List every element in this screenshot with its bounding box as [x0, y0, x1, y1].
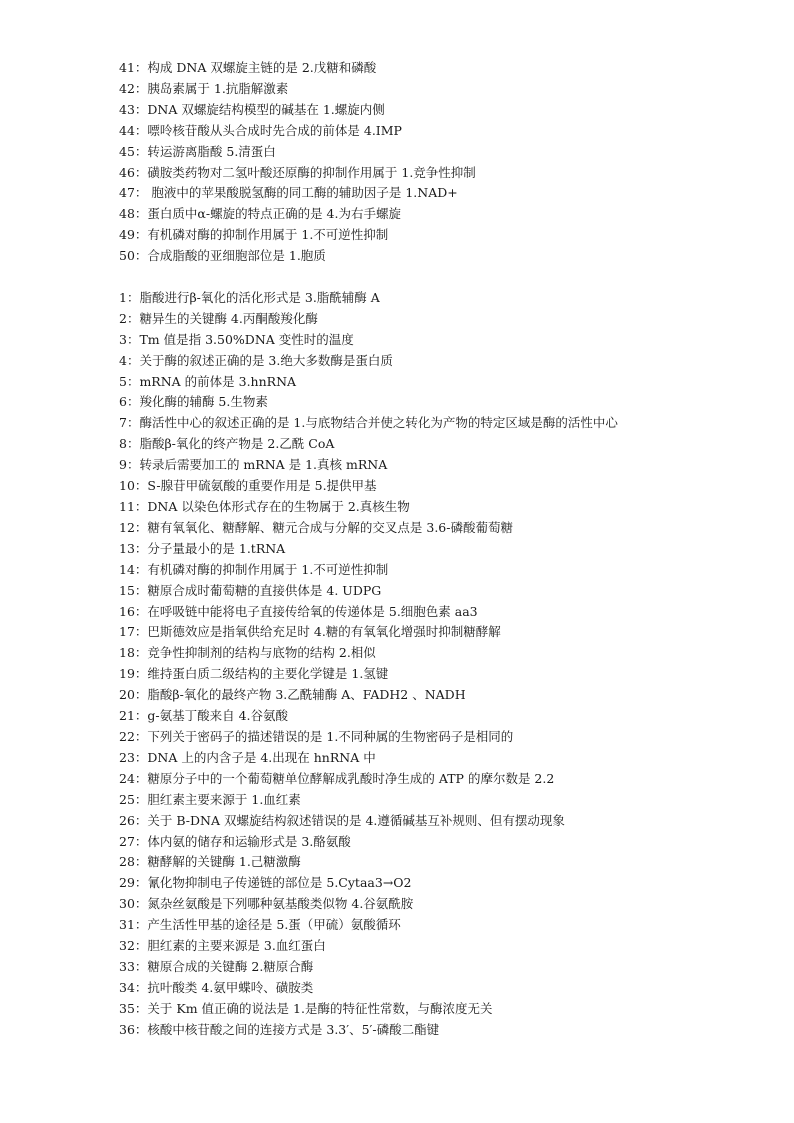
- question-line: 33：糖原合成的关键酶 2.糖原合酶: [119, 958, 314, 974]
- question-line: 18：竞争性抑制剂的结构与底物的结构 2.相似: [119, 645, 376, 661]
- question-line: 50：合成脂酸的亚细胞部位是 1.胞质: [119, 248, 326, 264]
- question-line: 27：体内氨的储存和运输形式是 3.酪氨酸: [119, 833, 351, 849]
- question-line: 43：DNA 双螺旋结构模型的碱基在 1.螺旋内侧: [119, 101, 385, 117]
- question-line: 3：Tm 值是指 3.50%DNA 变性时的温度: [119, 331, 354, 347]
- question-line: 45：转运游离脂酸 5.清蛋白: [119, 143, 276, 159]
- question-line: 7：酶活性中心的叙述正确的是 1.与底物结合并使之转化为产物的特定区域是酶的活性中心: [119, 415, 618, 431]
- question-line: 42：胰岛素属于 1.抗脂解激素: [119, 80, 289, 96]
- question-line: 31：产生活性甲基的途径是 5.蛋（甲硫）氨酸循环: [119, 917, 401, 933]
- question-line: 11：DNA 以染色体形式存在的生物属于 2.真核生物: [119, 499, 410, 515]
- question-line: 12：糖有氧氧化、糖酵解、糖元合成与分解的交叉点是 3.6-磷酸葡萄糖: [119, 519, 513, 535]
- question-line: 8：脂酸β-氧化的终产物是 2.乙酰 CoA: [119, 436, 335, 452]
- question-line: 36：核酸中核苷酸之间的连接方式是 3.3′、5′-磷酸二酯键: [119, 1021, 440, 1037]
- question-line: 48：蛋白质中α-螺旋的特点正确的是 4.为右手螺旋: [119, 206, 401, 222]
- question-line: 5：mRNA 的前体是 3.hnRNA: [119, 373, 297, 389]
- question-line: 35：关于 Km 值正确的说法是 1.是酶的特征性常数，与酶浓度无关: [119, 1000, 493, 1016]
- question-line: 9：转录后需要加工的 mRNA 是 1.真核 mRNA: [119, 457, 388, 473]
- question-line: 14：有机磷对酶的抑制作用属于 1.不可逆性抑制: [119, 561, 389, 577]
- question-line: 44：嘌呤核苷酸从头合成时先合成的前体是 4.IMP: [119, 122, 402, 138]
- question-line: 1：脂酸进行β-氧化的活化形式是 3.脂酰辅酶 A: [119, 289, 380, 305]
- question-line: 23：DNA 上的内含子是 4.出现在 hnRNA 中: [119, 749, 376, 765]
- question-list-part-a: [119, 58, 679, 267]
- question-line: 47： 胞液中的苹果酸脱氢酶的同工酶的辅助因子是 1.NAD+: [119, 185, 458, 201]
- question-line: 26：关于 B-DNA 双螺旋结构叙述错误的是 4.遵循碱基互补规则、但有摆动现象: [119, 812, 565, 828]
- question-line: 4：关于酶的叙述正确的是 3.绝大多数酶是蛋白质: [119, 352, 393, 368]
- question-line: 6：羧化酶的辅酶 5.生物素: [119, 394, 268, 410]
- question-line: 19：维持蛋白质二级结构的主要化学键是 1.氢键: [119, 666, 389, 682]
- question-line: 13：分子量最小的是 1.tRNA: [119, 540, 286, 556]
- question-line: 21：g-氨基丁酸来自 4.谷氨酸: [119, 708, 289, 724]
- question-line: 30：氮杂丝氨酸是下列哪种氨基酸类似物 4.谷氨酰胺: [119, 896, 414, 912]
- section-gap: [119, 267, 679, 288]
- question-line: 34：抗叶酸类 4.氨甲蝶呤、磺胺类: [119, 979, 314, 995]
- question-line: 32：胆红素的主要来源是 3.血红蛋白: [119, 938, 326, 954]
- question-list-part-b: [119, 288, 679, 1041]
- document-page: [119, 58, 679, 1041]
- question-line: 15：糖原合成时葡萄糖的直接供体是 4. UDPG: [119, 582, 382, 598]
- question-line: 49：有机磷对酶的抑制作用属于 1.不可逆性抑制: [119, 227, 389, 243]
- question-line: 28：糖酵解的关键酶 1.己糖激酶: [119, 854, 301, 870]
- question-line: 46：磺胺类药物对二氢叶酸还原酶的抑制作用属于 1.竞争性抑制: [119, 164, 476, 180]
- question-line: 22：下列关于密码子的描述错误的是 1.不同种属的生物密码子是相同的: [119, 728, 514, 744]
- question-line: 10：S-腺苷甲硫氨酸的重要作用是 5.提供甲基: [119, 478, 377, 494]
- question-line: 29：氰化物抑制电子传递链的部位是 5.Cytaa3→O2: [119, 875, 412, 891]
- question-line: 24：糖原分子中的一个葡萄糖单位酵解成乳酸时净生成的 ATP 的摩尔数是 2.2: [119, 770, 555, 786]
- question-line: 25：胆红素主要来源于 1.血红素: [119, 791, 301, 807]
- question-line: 41：构成 DNA 双螺旋主链的是 2.戊糖和磷酸: [119, 60, 377, 75]
- question-line: 16：在呼吸链中能将电子直接传给氧的传递体是 5.细胞色素 aa3: [119, 603, 478, 619]
- question-line: 20：脂酸β-氧化的最终产物 3.乙酰辅酶 A、FADH2 、NADH: [119, 687, 466, 703]
- question-line: 17：巴斯德效应是指氧供给充足时 4.糖的有氧氧化增强时抑制糖酵解: [119, 624, 501, 640]
- question-line: 2：糖异生的关键酶 4.丙酮酸羧化酶: [119, 310, 318, 326]
